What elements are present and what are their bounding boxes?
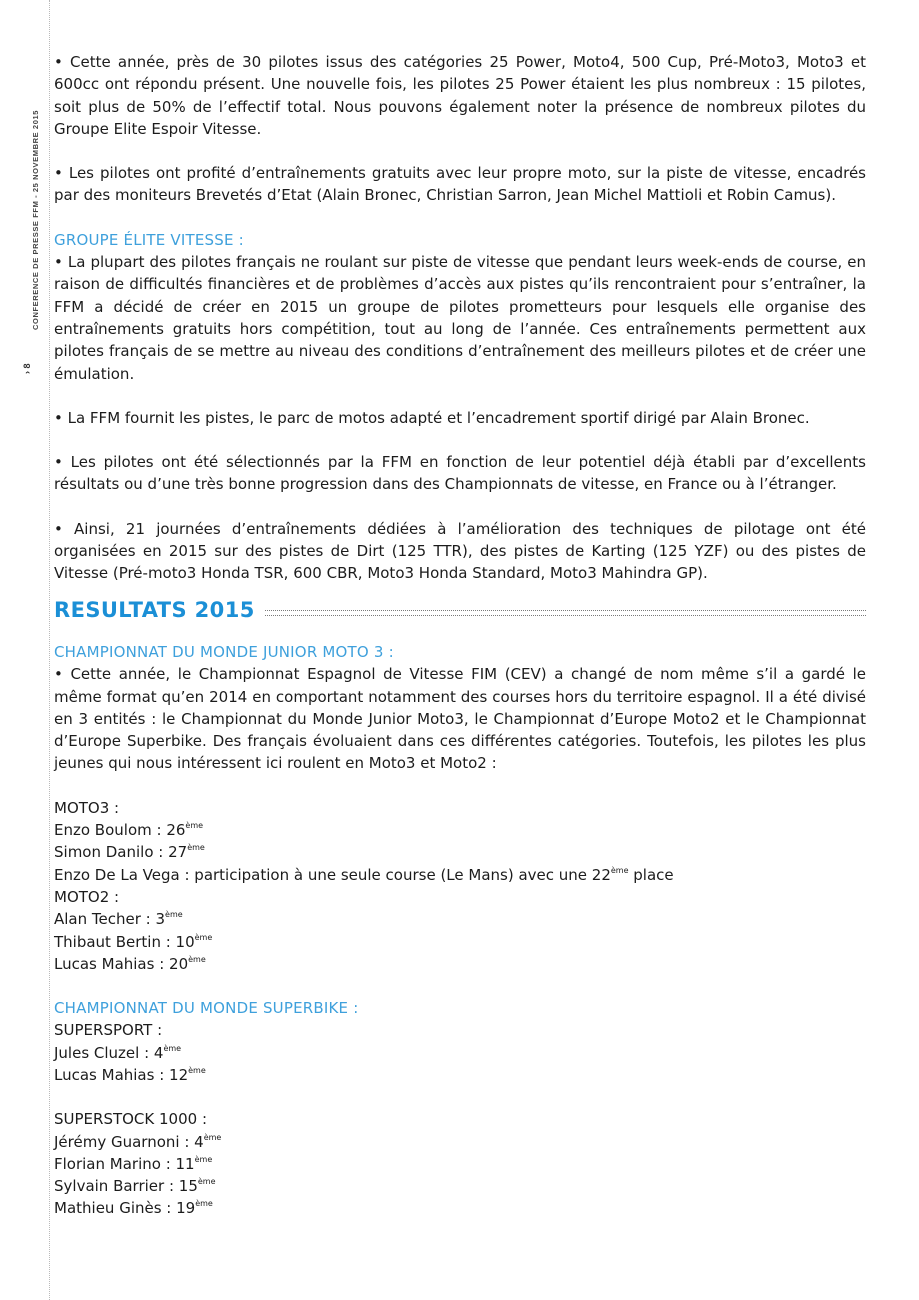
supersport-list (54, 1042, 866, 1087)
section-title: RESULTATS 2015 (54, 597, 255, 622)
junior-paragraph: • Cette année, le Championnat Espagnol de Vitesse FIM (CEV) a changé de nom même s’il a gardé le même format qu’en 2014 en comportant notamment des courses hors du territoire espagnol. Il a été divisé en 3 entités : le Championnat du Monde Junior Moto3, le Championnat d’Europe Moto2 et le Championnat d’Europe Superbike. Des français évoluaient dans ces différentes catégories. Toutefois, les pilotes les plus jeunes qui nous intéressent ici roulent en Moto3 et Moto2 : (54, 665, 866, 773)
groupe-paragraph-1: • La plupart des pilotes français ne roulant sur piste de vitesse que pendant leurs week-ends de course, en raison de difficultés financières et de problèmes d’accès aux pistes qu’ils rencontraient pour s’entraîner, la FFM a décidé de créer en 2015 un groupe de pilotes prometteurs pour lesquels elle organise des entraînements gratuits hors compétition, tout au long de l’année. Ces entraînements permettent aux pilotes français de se mettre au niveau des conditions d’entraînement des meilleurs pilotes et de créer une émulation. (54, 253, 866, 383)
result-line: Florian Marino : 11ème (54, 1154, 213, 1173)
sidebar-label: CONFERENCE DE PRESSE FFM - 25 NOVEMBRE 2015 (31, 109, 40, 330)
result-line: Sylvain Barrier : 15ème (54, 1177, 216, 1196)
moto3-list (54, 819, 866, 886)
groupe-heading: GROUPE ÉLITE VITESSE : (54, 230, 244, 249)
intro-paragraph-2: • Les pilotes ont profité d’entraînements gratuits avec leur propre moto, sur la piste de vitesse, encadrés par des moniteurs Brevetés d’Etat (Alain Bronec, Christian Sarron, Jean Michel Mattioli et Robin Camus). (54, 164, 866, 205)
result-line: Mathieu Ginès : 19ème (54, 1199, 213, 1218)
junior-heading: CHAMPIONNAT DU MONDE JUNIOR MOTO 3 : (54, 642, 394, 661)
moto2-label: MOTO2 : (54, 887, 120, 906)
groupe-paragraph-2: • La FFM fournit les pistes, le parc de motos adapté et l’encadrement sportif dirigé par Alain Bronec. (54, 408, 810, 427)
result-line: Enzo De La Vega : participation à une seule course (Le Mans) avec une 22ème place (54, 865, 674, 884)
supersport-label: SUPERSPORT : (54, 1021, 163, 1040)
superstock-label: SUPERSTOCK 1000 : (54, 1110, 208, 1129)
result-line: Lucas Mahias : 20ème (54, 954, 206, 973)
result-line: Jérémy Guarnoni : 4ème (54, 1132, 222, 1151)
superstock-list (54, 1131, 866, 1220)
result-line: Lucas Mahias : 12ème (54, 1065, 206, 1084)
result-line: Alan Techer : 3ème (54, 910, 183, 929)
result-line: Jules Cluzel : 4ème (54, 1043, 182, 1062)
moto3-label: MOTO3 : (54, 798, 120, 817)
intro-paragraph-1: • Cette année, près de 30 pilotes issus des catégories 25 Power, Moto4, 500 Cup, Pré-Moto3, Moto3 et 600cc ont répondu présent. Une nouvelle fois, les pilotes 25 Power étaient les plus nombreux : 15 pilotes, soit plus de 50% de l’effectif total. Nous pouvons également noter la présence de nombreux pilotes du Groupe Elite Espoir Vitesse. (54, 53, 866, 138)
result-line: Simon Danilo : 27ème (54, 843, 205, 862)
document-body (54, 51, 866, 1220)
page-number: › 8 (22, 363, 32, 374)
superbike-heading: CHAMPIONNAT DU MONDE SUPERBIKE : (54, 999, 359, 1018)
groupe-paragraph-4: • Ainsi, 21 journées d’entraînements dédiées à l’amélioration des techniques de pilotage ont été organisées en 2015 sur des pistes de Dirt (125 TTR), des pistes de Karting (125 YZF) ou des pistes de Vitesse (Pré-moto3 Honda TSR, 600 CBR, Moto3 Honda Standard, Moto3 Mahindra GP). (54, 519, 866, 583)
section-header (54, 599, 866, 621)
groupe-paragraph-3: • Les pilotes ont été sélectionnés par la FFM en fonction de leur potentiel déjà établi par d’excellents résultats ou d’une très bonne progression dans des Championnats de vitesse, en France ou à l’étranger. (54, 453, 866, 494)
result-line: Thibaut Bertin : 10ème (54, 932, 213, 951)
sidebar (0, 0, 50, 1300)
section-rule (265, 610, 866, 616)
result-line: Enzo Boulom : 26ème (54, 821, 204, 840)
moto2-list (54, 908, 866, 975)
